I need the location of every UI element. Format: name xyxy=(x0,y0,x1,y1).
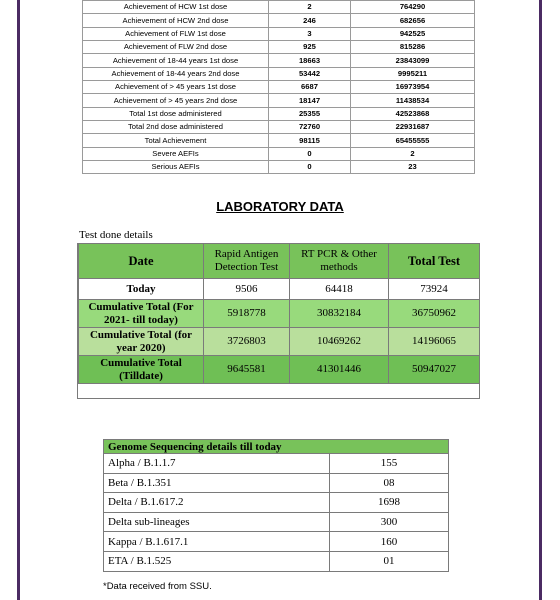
laboratory-section-title xyxy=(0,199,560,214)
vaccination-today-value: 6687 xyxy=(269,81,351,94)
vaccination-today-value: 246 xyxy=(269,14,351,27)
vaccination-today-value: 2 xyxy=(269,1,351,14)
vaccination-cumulative-value: 682656 xyxy=(351,14,475,27)
genome-row xyxy=(104,493,449,513)
vaccination-row xyxy=(83,81,475,94)
lab-cell-rat: 3726803 xyxy=(204,328,290,356)
vaccination-row xyxy=(83,67,475,80)
genome-count: 300 xyxy=(330,512,449,532)
vaccination-cumulative-value: 815286 xyxy=(351,41,475,54)
vaccination-today-value: 72760 xyxy=(269,121,351,134)
page-border-right xyxy=(539,0,542,600)
lab-cell-total: 36750962 xyxy=(389,300,480,328)
lab-header-rat: Rapid Antigen Detection Test xyxy=(204,244,290,279)
vaccination-today-value: 25355 xyxy=(269,107,351,120)
vaccination-cumulative-value: 11438534 xyxy=(351,94,475,107)
lab-row-label: Cumulative Total (Tilldate) xyxy=(79,356,204,384)
lab-cell-total: 73924 xyxy=(389,279,480,300)
vaccination-today-value: 925 xyxy=(269,41,351,54)
vaccination-table-body xyxy=(83,1,475,174)
vaccination-cumulative-value: 23 xyxy=(351,161,475,174)
genome-table-body xyxy=(104,440,449,572)
genome-variant: Delta / B.1.617.2 xyxy=(104,493,330,513)
vaccination-row xyxy=(83,147,475,160)
vaccination-cumulative-value: 42523868 xyxy=(351,107,475,120)
genome-count: 1698 xyxy=(330,493,449,513)
lab-cell-rtpcr: 30832184 xyxy=(290,300,389,328)
vaccination-row xyxy=(83,1,475,14)
lab-row-cumulative-2021 xyxy=(79,300,480,328)
genome-variant: ETA / B.1.525 xyxy=(104,551,330,571)
vaccination-row-label: Achievement of 18-44 years 1st dose xyxy=(83,54,269,67)
genome-count: 01 xyxy=(330,551,449,571)
vaccination-row xyxy=(83,107,475,120)
vaccination-cumulative-value: 23843099 xyxy=(351,54,475,67)
vaccination-today-value: 3 xyxy=(269,27,351,40)
lab-cell-rtpcr: 41301446 xyxy=(290,356,389,384)
genome-variant: Kappa / B.1.617.1 xyxy=(104,532,330,552)
vaccination-cumulative-value: 65455555 xyxy=(351,134,475,147)
vaccination-today-value: 98115 xyxy=(269,134,351,147)
vaccination-row-label: Severe AEFIs xyxy=(83,147,269,160)
lab-header-date: Date xyxy=(79,244,204,279)
genome-title: Genome Sequencing details till today xyxy=(104,440,449,454)
vaccination-row xyxy=(83,94,475,107)
genome-row xyxy=(104,473,449,493)
laboratory-title-text: LABORATORY DATA xyxy=(216,199,344,214)
vaccination-today-value: 53442 xyxy=(269,67,351,80)
lab-row-cumulative-tilldate xyxy=(79,356,480,384)
page-border-left xyxy=(17,0,20,600)
genome-row xyxy=(104,512,449,532)
lab-table-caption: Test done details xyxy=(79,229,153,241)
vaccination-today-value: 0 xyxy=(269,161,351,174)
lab-cell-rtpcr: 10469262 xyxy=(290,328,389,356)
vaccination-row-label: Achievement of FLW 1st dose xyxy=(83,27,269,40)
vaccination-row xyxy=(83,134,475,147)
vaccination-cumulative-value: 2 xyxy=(351,147,475,160)
vaccination-table xyxy=(82,0,475,174)
genome-table xyxy=(103,439,449,572)
vaccination-row-label: Total 1st dose administered xyxy=(83,107,269,120)
vaccination-row-label: Total Achievement xyxy=(83,134,269,147)
vaccination-row-label: Serious AEFIs xyxy=(83,161,269,174)
genome-count: 160 xyxy=(330,532,449,552)
vaccination-today-value: 18147 xyxy=(269,94,351,107)
genome-variant: Alpha / B.1.1.7 xyxy=(104,454,330,474)
lab-row-label: Cumulative Total (for year 2020) xyxy=(79,328,204,356)
vaccination-cumulative-value: 942525 xyxy=(351,27,475,40)
vaccination-row-label: Total 2nd dose administered xyxy=(83,121,269,134)
genome-row xyxy=(104,532,449,552)
vaccination-today-value: 0 xyxy=(269,147,351,160)
vaccination-cumulative-value: 16973954 xyxy=(351,81,475,94)
lab-row-label: Cumulative Total (For 2021- till today) xyxy=(79,300,204,328)
vaccination-row xyxy=(83,121,475,134)
vaccination-row xyxy=(83,14,475,27)
laboratory-table xyxy=(78,243,480,384)
footnote: *Data received from SSU. xyxy=(103,581,212,592)
lab-cell-rtpcr: 64418 xyxy=(290,279,389,300)
genome-row xyxy=(104,454,449,474)
vaccination-today-value: 18663 xyxy=(269,54,351,67)
lab-cell-rat: 9645581 xyxy=(204,356,290,384)
laboratory-table-frame xyxy=(77,243,480,399)
vaccination-row-label: Achievement of 18-44 years 2nd dose xyxy=(83,67,269,80)
vaccination-row-label: Achievement of > 45 years 1st dose xyxy=(83,81,269,94)
genome-count: 08 xyxy=(330,473,449,493)
vaccination-cumulative-value: 764290 xyxy=(351,1,475,14)
lab-row-cumulative-2020 xyxy=(79,328,480,356)
genome-count: 155 xyxy=(330,454,449,474)
lab-cell-rat: 5918778 xyxy=(204,300,290,328)
lab-header-row xyxy=(79,244,480,279)
lab-header-rtpcr: RT PCR & Other methods xyxy=(290,244,389,279)
vaccination-cumulative-value: 22931687 xyxy=(351,121,475,134)
lab-row-label: Today xyxy=(79,279,204,300)
genome-header-row xyxy=(104,440,449,454)
lab-cell-rat: 9506 xyxy=(204,279,290,300)
vaccination-row xyxy=(83,54,475,67)
genome-variant: Delta sub-lineages xyxy=(104,512,330,532)
lab-header-total: Total Test xyxy=(389,244,480,279)
lab-row-today xyxy=(79,279,480,300)
genome-variant: Beta / B.1.351 xyxy=(104,473,330,493)
vaccination-row-label: Achievement of HCW 2nd dose xyxy=(83,14,269,27)
vaccination-row xyxy=(83,27,475,40)
genome-row xyxy=(104,551,449,571)
lab-cell-total: 50947027 xyxy=(389,356,480,384)
vaccination-row-label: Achievement of > 45 years 2nd dose xyxy=(83,94,269,107)
lab-cell-total: 14196065 xyxy=(389,328,480,356)
vaccination-cumulative-value: 9995211 xyxy=(351,67,475,80)
vaccination-row xyxy=(83,41,475,54)
vaccination-row-label: Achievement of FLW 2nd dose xyxy=(83,41,269,54)
vaccination-row xyxy=(83,161,475,174)
vaccination-row-label: Achievement of HCW 1st dose xyxy=(83,1,269,14)
